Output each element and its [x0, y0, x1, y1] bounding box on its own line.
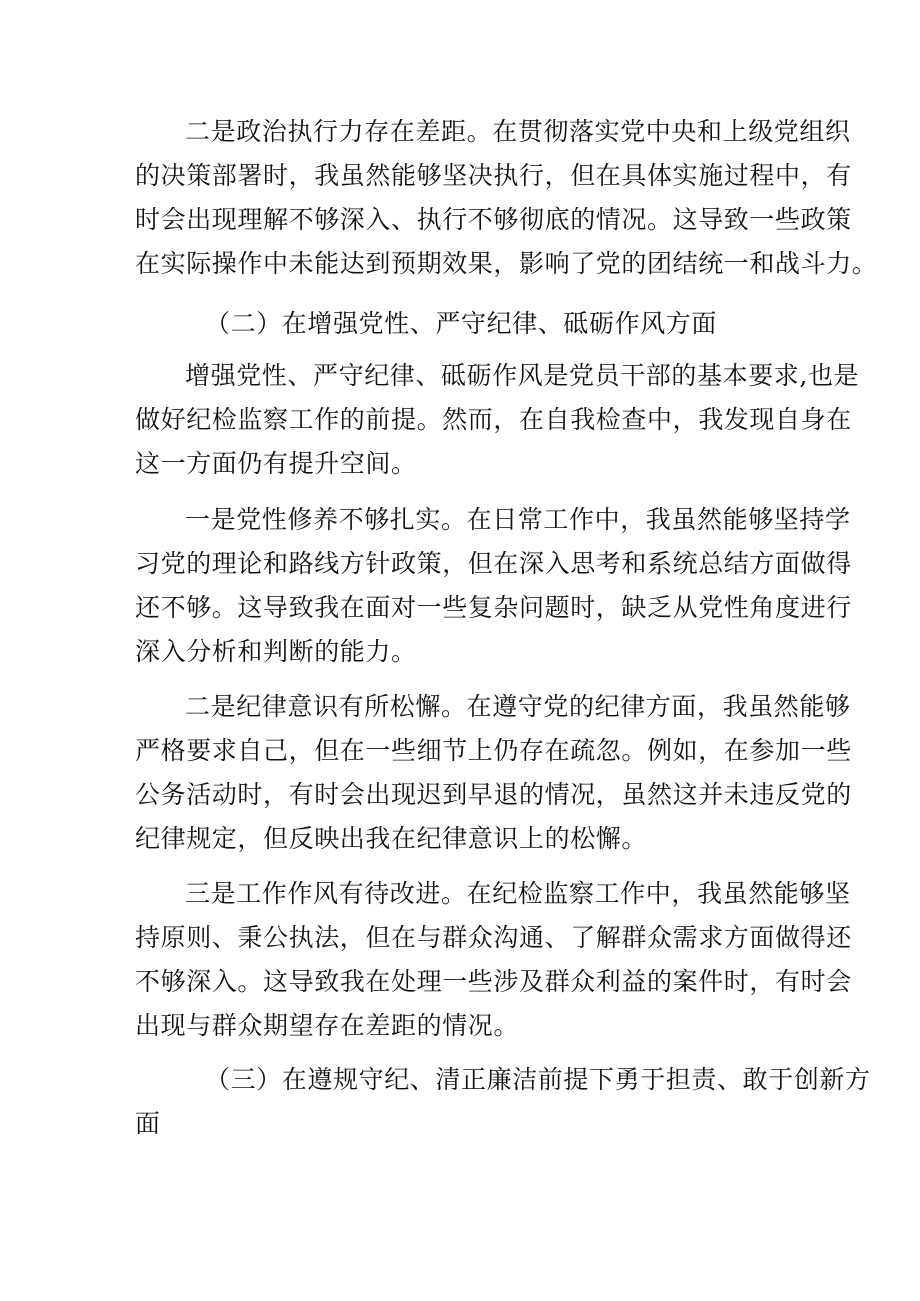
paragraph-party-spirit-intro	[135, 354, 860, 486]
text-line: 二是纪律意识有所松懈。在遵守党的纪律方面，我虽然能够	[185, 692, 851, 721]
paragraph-political-execution	[135, 110, 878, 286]
text-line: 一是党性修养不够扎实。在日常工作中，我虽然能够坚持学	[185, 505, 851, 534]
section-heading-2	[135, 302, 805, 346]
text-line: 深入分析和判断的能力。	[135, 637, 417, 666]
heading-text: （三）在遵规守纪、清正廉洁前提下勇于担责、敢于创新方	[205, 1065, 871, 1094]
heading-text: （二）在增强党性、严守纪律、砥砺作风方面	[205, 309, 718, 338]
text-line: 这一方面仍有提升空间。	[135, 449, 417, 478]
section-heading-3	[135, 1058, 871, 1146]
text-line: 二是政治执行力存在差距。在贯彻落实党中央和上级党组织	[185, 117, 851, 146]
paragraph-discipline-awareness	[135, 685, 852, 861]
heading-text: 面	[135, 1109, 161, 1138]
text-line: 增强党性、严守纪律、砥砺作风是党员干部的基本要求,也是	[185, 361, 860, 390]
text-line: 还不够。这导致我在面对一些复杂问题时，缺乏从党性角度进行	[135, 593, 852, 622]
text-line: 出现与群众期望存在差距的情况。	[135, 1011, 520, 1040]
text-line: 严格要求自己，但在一些细节上仍存在疏忽。例如，在参加一些	[135, 736, 852, 765]
paragraph-work-style	[135, 872, 852, 1048]
text-line: 习党的理论和路线方针政策，但在深入思考和系统总结方面做得	[135, 549, 852, 578]
text-line: 公务活动时，有时会出现迟到早退的情况，虽然这并未违反党的	[135, 780, 852, 809]
text-line: 不够深入。这导致我在处理一些涉及群众利益的案件时，有时会	[135, 967, 852, 996]
text-line: 纪律规定，但反映出我在纪律意识上的松懈。	[135, 824, 648, 853]
text-line: 的决策部署时，我虽然能够坚决执行，但在具体实施过程中，有	[135, 161, 852, 190]
paragraph-party-cultivation	[135, 498, 852, 674]
text-line: 持原则、秉公执法，但在与群众沟通、了解群众需求方面做得还	[135, 923, 852, 952]
text-line: 做好纪检监察工作的前提。然而，在自我检查中，我发现自身在	[135, 405, 852, 434]
text-line: 三是工作作风有待改进。在纪检监察工作中，我虽然能够坚	[185, 879, 851, 908]
text-line: 时会出现理解不够深入、执行不够彻底的情况。这导致一些政策	[135, 205, 852, 234]
text-line: 在实际操作中未能达到预期效果，影响了党的团结统一和战斗力。	[135, 249, 878, 278]
